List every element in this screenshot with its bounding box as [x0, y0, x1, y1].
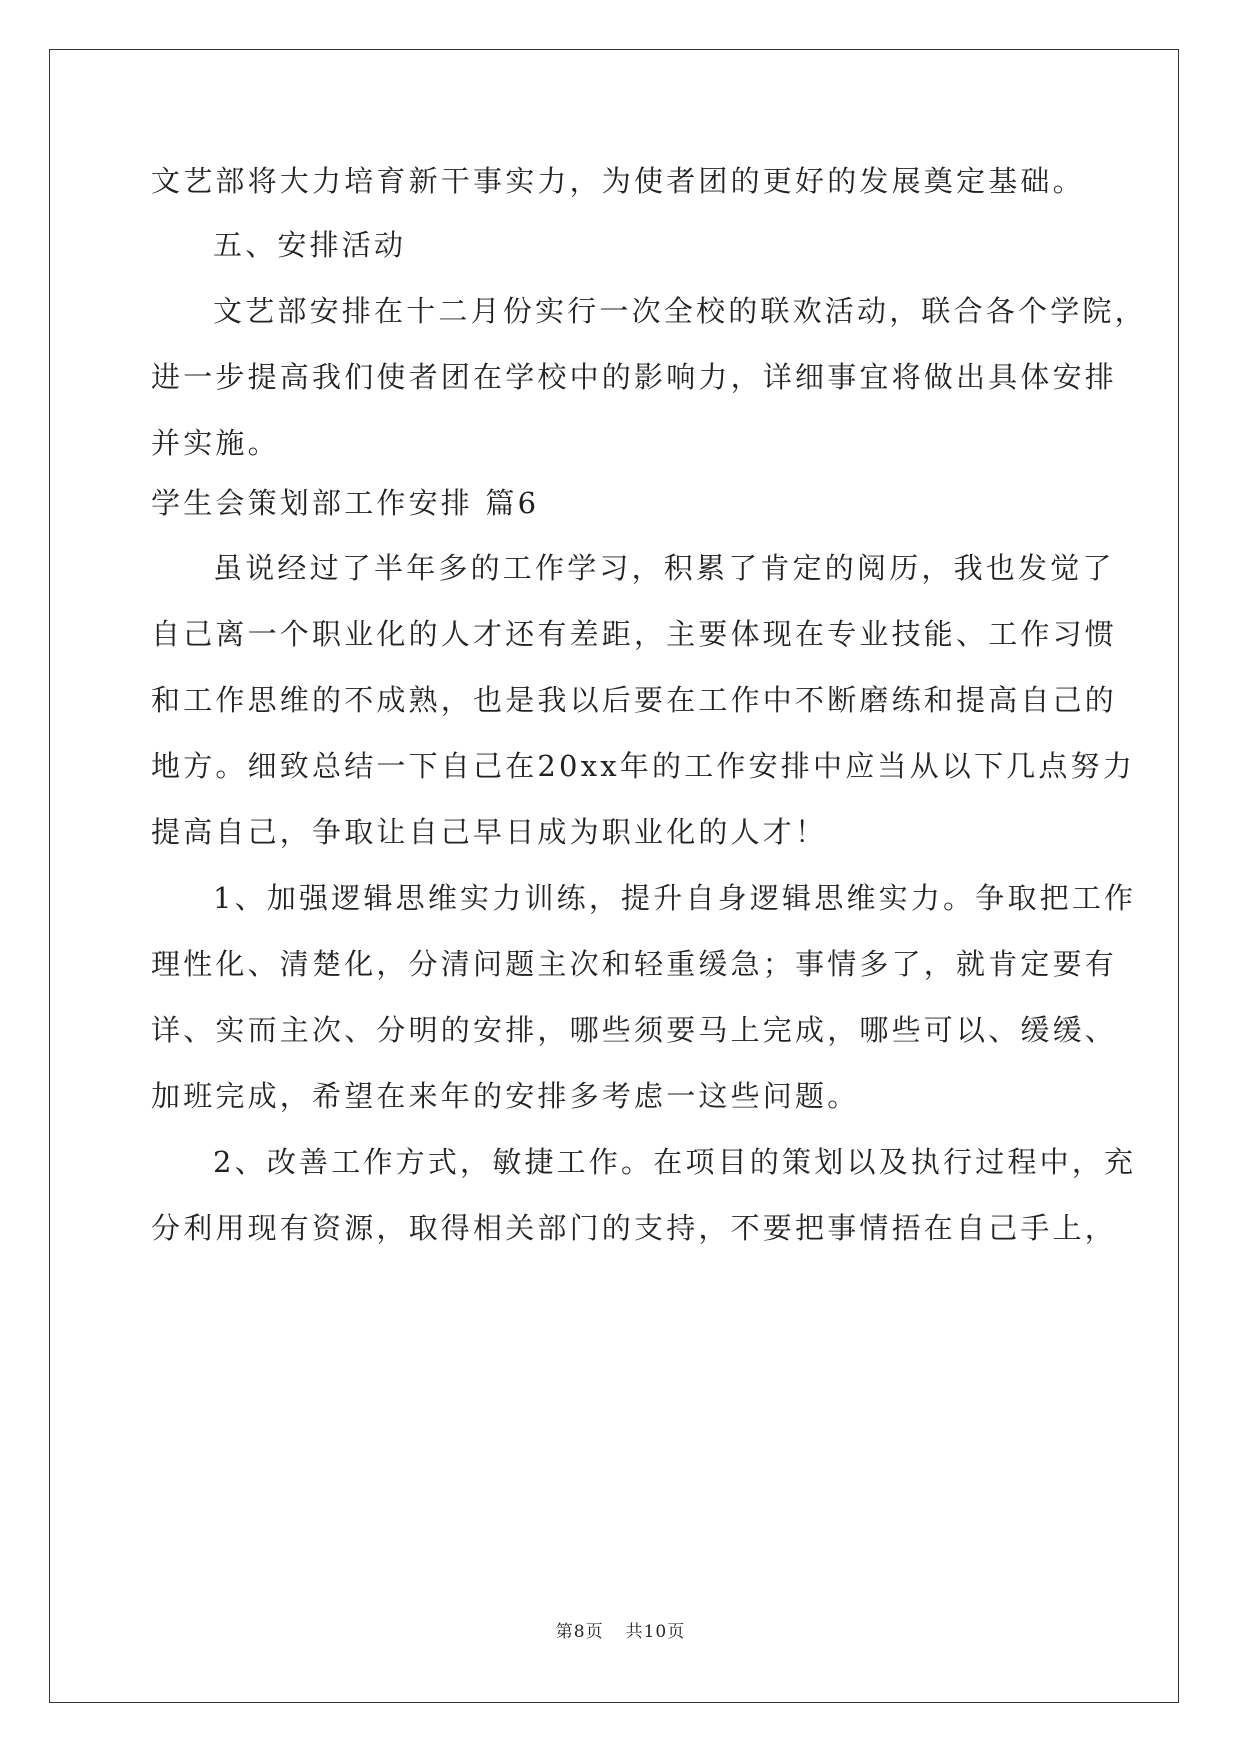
text-line: 1、加强逻辑思维实力训练，提升自身逻辑思维实力。争取把工作	[213, 881, 1137, 915]
page-footer	[0, 1617, 1241, 1642]
text-line: 分利用现有资源，取得相关部门的支持，不要把事情捂在自己手上，	[151, 1211, 1118, 1245]
text-line: 进一步提高我们使者团在学校中的影响力，详细事宜将做出具体安排	[151, 360, 1118, 394]
section-heading: 五、安排活动	[213, 228, 407, 262]
text-line: 2、改善工作方式，敏捷工作。在项目的策划以及执行过程中，充	[213, 1145, 1137, 1179]
text-line: 理性化、清楚化，分清问题主次和轻重缓急；事情多了，就肯定要有	[151, 947, 1118, 981]
page-total: 共10页	[625, 1622, 686, 1642]
page-number: 第8页	[555, 1622, 604, 1642]
text-line: 虽说经过了半年多的工作学习，积累了肯定的阅历，我也发觉了	[213, 551, 1115, 585]
text-line: 文艺部安排在十二月份实行一次全校的联欢活动，联合各个学院，	[213, 294, 1147, 328]
text-line: 地方。细致总结一下自己在20xx年的工作安排中应当从以下几点努力	[151, 749, 1136, 783]
text-line: 自己离一个职业化的人才还有差距，主要体现在专业技能、工作习惯	[151, 617, 1118, 651]
text-line: 提高自己，争取让自己早日成为职业化的人才！	[151, 815, 828, 849]
text-line: 加班完成，希望在来年的安排多考虑一这些问题。	[151, 1079, 860, 1113]
article-title: 学生会策划部工作安排 篇6	[151, 486, 540, 520]
text-line: 和工作思维的不成熟，也是我以后要在工作中不断磨练和提高自己的	[151, 683, 1118, 717]
text-line: 文艺部将大力培育新干事实力，为使者团的更好的发展奠定基础。	[151, 164, 1085, 198]
text-line: 并实施。	[151, 426, 280, 460]
text-line: 详、实而主次、分明的安排，哪些须要马上完成，哪些可以、缓缓、	[151, 1013, 1118, 1047]
